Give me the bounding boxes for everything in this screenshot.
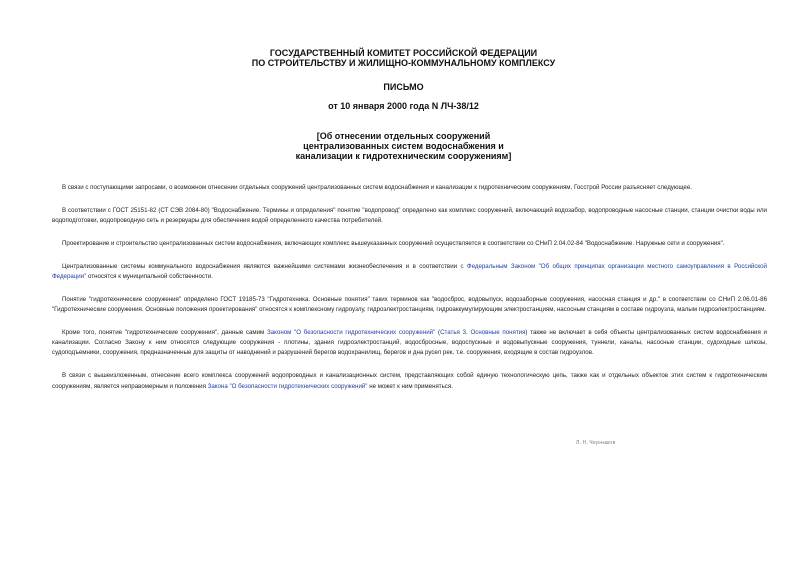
signature: Л.Н.Чернышов [576, 440, 616, 446]
paragraph-6 [52, 328, 767, 359]
paragraph-5: Понятие "гидротехнические сооружения" определено ГОСТ 19185-73 "Гидротехника. Основные понятия" таких терминов как "водосброс, водовыпуск, водозаборные сооружения, насосная станция и др." в соответствии со СНиП 2.06.01-86 "Гидротехнические сооружения. Основные положения проектирования" относятся к комплексному гидроузлу, гидроэлектростанциям, гидроаккумулирующим электростанциям, насосным станциям в составе гидроузла, малым гидроэлектростанциям. [52, 295, 767, 314]
document-date-number: от 10 января 2000 года N ЛЧ-38/12 [328, 101, 479, 111]
letter-body [52, 183, 767, 404]
subject-line-2: централизованных систем водоснабжения и [303, 141, 504, 151]
paragraph-4-text-start: Централизованные системы коммунального водоснабжения являются важнейшими системами жизнеобеспечения и в соответствии [62, 262, 461, 270]
subject-line-1: [Об отнесении отдельных сооружений [316, 131, 491, 141]
subject-line-3: канализации к гидротехническим сооружениям] [295, 151, 512, 161]
paragraph-7-text-start: В связи с вышеизложенным, отнесение всего комплекса сооружений водопроводных и канализационных систем, представляющих собой единую технологическую цепь, также как и отдельных объектов этих систем к гидротехническим сооружениям, является неправомерным и положения [52, 372, 767, 390]
link-article-3[interactable]: Статья 3. Основные понятия [440, 328, 526, 336]
paragraph-2: В соответствии с ГОСТ 25151-82 (СТ СЭВ 2084-80) "Водоснабжение. Термины и определения" понятие "водопровод" определено как комплекс сооружений, включающий водозабор, водопроводные насосные станции, станции очистки воды или водоподготовки, водопроводную сеть и резервуары для обеспечения водой определенного качества потребителей. [52, 206, 767, 225]
paragraph-7-text-end: не может к ним применяться. [367, 382, 453, 390]
organization-title [0, 48, 807, 68]
paragraph-1: В связи с поступающими запросами, о возможном отнесении отдельных сооружений централизованных систем водоснабжения и канализации к гидротехническим сооружениям, Госстрой России разъясняет следующее. [62, 184, 692, 191]
paragraph-4-text-end: относятся к муниципальной собственности. [86, 272, 213, 280]
link-federal-law-local-government[interactable]: с Федеральным Законом "Об общих принципах организации местного самоуправления в Российской Федерации" [52, 262, 767, 280]
link-law-hydraulic-safety[interactable]: Законом "О безопасности гидротехнических сооружений" [267, 328, 436, 336]
paragraph-7 [52, 371, 767, 392]
paragraph-4 [52, 262, 767, 283]
document-type: ПИСЬМО [383, 82, 424, 92]
paragraph-3: Проектирование и строительство централизованных систем водоснабжения, включающих комплекс вышеуказанных сооружений осуществляется в соответствии со СНиП 2.04.02-84 "Водоснабжение. Наружные сети и сооружения". [62, 239, 725, 247]
link-law-hydraulic-safety-2[interactable]: Закона "О безопасности гидротехнических сооружений" [207, 382, 368, 390]
paragraph-6-text-start: Кроме того, понятие "гидротехнические сооружения", данные самим [62, 328, 268, 336]
organization-line-1: ГОСУДАРСТВЕННЫЙ КОМИТЕТ РОССИЙСКОЙ ФЕДЕРАЦИИ [269, 48, 538, 58]
paragraph-6-text-paren: ( [435, 328, 441, 336]
paragraph-6-text-end: ) также не включает в себя объекты централизованных систем водоснабжения и канализации. Согласно Закону к ним относятся следующие сооружения - плотины, здания гидроэлектростанций, водосбросные, водоспускные и водовыпускные сооружения, туннели, каналы, насосные станции, судоходные шлюзы, судоподъемники, сооружения, предназначенные для защиты от наводнений и разрушений берегов водохранилищ, берегов и дна русел рек, т.е. сооружения, входящие в состав гидроузлов. [52, 328, 767, 357]
document-subject [0, 131, 807, 161]
organization-line-2: ПО СТРОИТЕЛЬСТВУ И ЖИЛИЩНО-КОММУНАЛЬНОМУ КОМПЛЕКСУ [251, 58, 556, 68]
